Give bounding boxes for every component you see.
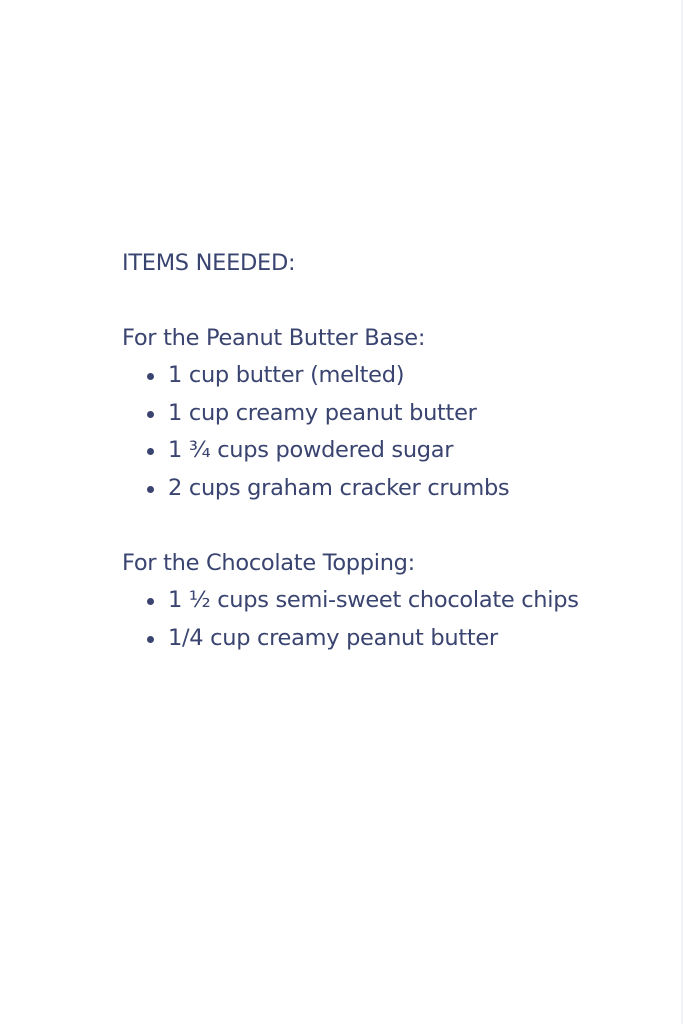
peanut-butter-base-list	[122, 357, 592, 507]
section-title-chocolate-topping: For the Chocolate Topping:	[122, 550, 415, 576]
ingredients-block	[122, 244, 592, 657]
list-item-text: 1 ½ cups semi-sweet chocolate chips	[168, 587, 579, 613]
list-item	[122, 620, 592, 658]
section-title-peanut-butter-base: For the Peanut Butter Base:	[122, 325, 426, 351]
bullet-dot-icon	[147, 373, 154, 380]
items-needed-heading: ITEMS NEEDED:	[122, 250, 296, 276]
list-item-text: 1 cup butter (melted)	[168, 362, 405, 388]
list-item-text: 1 ¾ cups powdered sugar	[168, 437, 454, 463]
list-item	[122, 395, 592, 433]
list-item	[122, 432, 592, 470]
bullet-dot-icon	[147, 598, 154, 605]
list-item-text: 1/4 cup creamy peanut butter	[168, 624, 498, 651]
list-item	[122, 582, 592, 620]
list-item	[122, 470, 592, 508]
list-item	[122, 357, 592, 395]
list-item-text: 1 cup creamy peanut butter	[168, 399, 477, 426]
chocolate-topping-list	[122, 582, 592, 657]
list-item-text: 2 cups graham cracker crumbs	[168, 474, 510, 501]
bullet-dot-icon	[147, 486, 154, 493]
bullet-dot-icon	[147, 448, 154, 455]
bullet-dot-icon	[147, 411, 154, 418]
bullet-dot-icon	[147, 636, 154, 643]
